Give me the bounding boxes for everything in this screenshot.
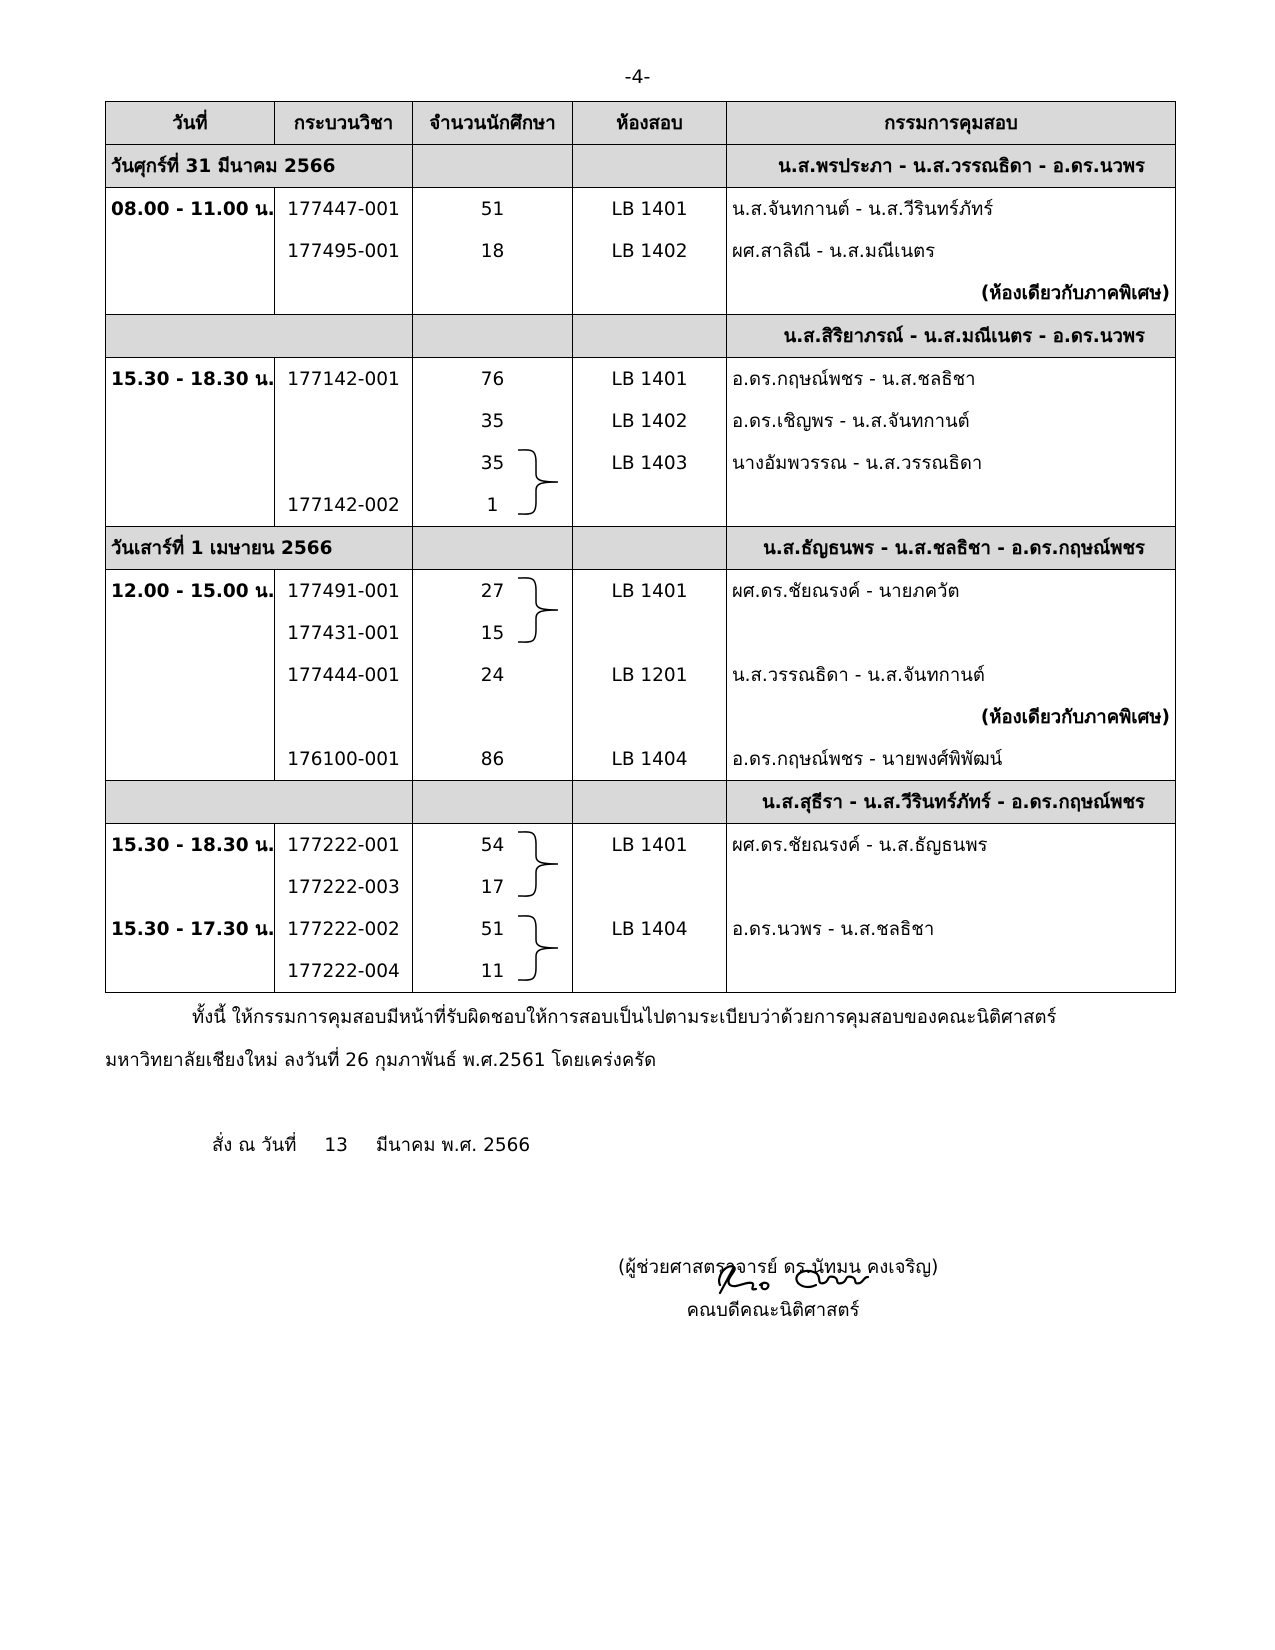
student-count bbox=[413, 950, 573, 993]
empty-cell bbox=[573, 272, 727, 315]
student-count-value: 86 bbox=[480, 748, 505, 770]
proctors: อ.ดร.นวพร - น.ส.ชลธิชา bbox=[727, 908, 1176, 950]
student-count-value: 51 bbox=[480, 198, 505, 220]
exam-time bbox=[106, 612, 275, 654]
proctors: อ.ดร.กฤษณ์พชร - นายพงศ์พิพัฒน์ bbox=[727, 738, 1176, 781]
proctors bbox=[727, 950, 1176, 993]
table-row bbox=[106, 230, 1176, 272]
day-committee: น.ส.สิริยาภรณ์ - น.ส.มณีเนตร - อ.ดร.นวพร bbox=[727, 315, 1176, 358]
regulation-paragraph-line1: ทั้งนี้ ให้กรรมการคุมสอบมีหน้าที่รับผิดชอบให้การสอบเป็นไปตามระเบียบว่าด้วยการคุมสอบของคณะนิติศาสตร์ bbox=[192, 1007, 1057, 1028]
empty-cell bbox=[573, 527, 727, 570]
table-row bbox=[106, 612, 1176, 654]
proctors: นางอัมพวรรณ - น.ส.วรรณธิดา bbox=[727, 442, 1176, 484]
order-date bbox=[212, 1131, 530, 1160]
signer-name: (ผู้ช่วยศาสตราจารย์ ดร.นัทมน คงเจริญ) bbox=[618, 1257, 939, 1278]
course-code: 177495-001 bbox=[275, 230, 413, 272]
student-count bbox=[413, 612, 573, 654]
exam-time bbox=[106, 950, 275, 993]
course-code: 177444-001 bbox=[275, 654, 413, 696]
table-row bbox=[106, 738, 1176, 781]
empty-cell bbox=[573, 781, 727, 824]
exam-time bbox=[106, 484, 275, 527]
exam-time bbox=[106, 230, 275, 272]
exam-room: LB 1201 bbox=[573, 654, 727, 696]
course-code: 177447-001 bbox=[275, 188, 413, 231]
course-code: 176100-001 bbox=[275, 738, 413, 781]
exam-room: LB 1401 bbox=[573, 824, 727, 867]
student-count bbox=[413, 484, 573, 527]
student-count bbox=[413, 866, 573, 908]
table-row bbox=[106, 866, 1176, 908]
table-row bbox=[106, 570, 1176, 613]
day-label bbox=[106, 781, 413, 824]
exam-room: LB 1403 bbox=[573, 442, 727, 484]
page-number: -4- bbox=[624, 66, 651, 88]
course-code: 177142-002 bbox=[275, 484, 413, 527]
student-count-value: 18 bbox=[480, 240, 505, 262]
empty-cell bbox=[573, 696, 727, 738]
proctors: ผศ.ดร.ชัยณรงค์ - นายภควัต bbox=[727, 570, 1176, 613]
table-row bbox=[106, 442, 1176, 484]
empty-cell bbox=[413, 315, 573, 358]
student-count bbox=[413, 400, 573, 442]
exam-time: 15.30 - 17.30 น. bbox=[106, 908, 275, 950]
day-committee: น.ส.สุธีรา - น.ส.วีรินทร์ภัทร์ - อ.ดร.กฤษณ์พชร bbox=[727, 781, 1176, 824]
empty-cell bbox=[573, 315, 727, 358]
exam-room bbox=[573, 950, 727, 993]
order-date-day: 13 bbox=[324, 1135, 348, 1156]
day-header-row bbox=[106, 527, 1176, 570]
exam-time: 08.00 - 11.00 น. bbox=[106, 188, 275, 231]
empty-cell bbox=[413, 145, 573, 188]
exam-time: 12.00 - 15.00 น. bbox=[106, 570, 275, 613]
note-row bbox=[106, 272, 1176, 315]
order-date-month-year: มีนาคม พ.ศ. 2566 bbox=[375, 1135, 531, 1156]
empty-cell bbox=[413, 781, 573, 824]
student-count bbox=[413, 654, 573, 696]
proctors: น.ส.จันทกานต์ - น.ส.วีรินทร์ภัทร์ bbox=[727, 188, 1176, 231]
exam-time bbox=[106, 866, 275, 908]
course-code: 177142-001 bbox=[275, 358, 413, 401]
student-count-value: 51 bbox=[480, 918, 505, 940]
day-label: วันศุกร์ที่ 31 มีนาคม 2566 bbox=[106, 145, 413, 188]
student-count-value: 35 bbox=[480, 410, 505, 432]
student-count-value: 17 bbox=[480, 876, 505, 898]
proctors: อ.ดร.กฤษณ์พชร - น.ส.ชลธิชา bbox=[727, 358, 1176, 401]
exam-room: LB 1402 bbox=[573, 400, 727, 442]
exam-time bbox=[106, 738, 275, 781]
signer-title: คณบดีคณะนิติศาสตร์ bbox=[686, 1300, 860, 1321]
day-header-row bbox=[106, 781, 1176, 824]
course-code: 177431-001 bbox=[275, 612, 413, 654]
day-label: วันเสาร์ที่ 1 เมษายน 2566 bbox=[106, 527, 413, 570]
table-row bbox=[106, 484, 1176, 527]
course-code: 177222-001 bbox=[275, 824, 413, 867]
exam-room bbox=[573, 866, 727, 908]
exam-room bbox=[573, 484, 727, 527]
day-committee: น.ส.ธัญธนพร - น.ส.ชลธิชา - อ.ดร.กฤษณ์พชร bbox=[727, 527, 1176, 570]
exam-room: LB 1404 bbox=[573, 738, 727, 781]
exam-room: LB 1401 bbox=[573, 188, 727, 231]
student-count bbox=[413, 442, 573, 484]
day-label bbox=[106, 315, 413, 358]
table-row bbox=[106, 824, 1176, 867]
student-count bbox=[413, 188, 573, 231]
proctors bbox=[727, 612, 1176, 654]
same-room-note: (ห้องเดียวกับภาคพิเศษ) bbox=[727, 272, 1176, 315]
student-count bbox=[413, 824, 573, 867]
course-code: 177222-003 bbox=[275, 866, 413, 908]
student-count bbox=[413, 908, 573, 950]
exam-room: LB 1402 bbox=[573, 230, 727, 272]
note-row bbox=[106, 696, 1176, 738]
exam-time bbox=[106, 400, 275, 442]
exam-room: LB 1401 bbox=[573, 570, 727, 613]
exam-time: 15.30 - 18.30 น. bbox=[106, 358, 275, 401]
regulation-paragraph-line2: มหาวิทยาลัยเชียงใหม่ ลงวันที่ 26 กุมภาพันธ์ พ.ศ.2561 โดยเคร่งครัด bbox=[105, 1050, 657, 1071]
empty-cell bbox=[275, 696, 413, 738]
proctors: ผศ.ดร.ชัยณรงค์ - น.ส.ธัญธนพร bbox=[727, 824, 1176, 867]
day-header-row bbox=[106, 145, 1176, 188]
course-code: 177491-001 bbox=[275, 570, 413, 613]
empty-cell bbox=[413, 272, 573, 315]
table-row bbox=[106, 654, 1176, 696]
proctors: ผศ.สาลิณี - น.ส.มณีเนตร bbox=[727, 230, 1176, 272]
course-code: 177222-002 bbox=[275, 908, 413, 950]
proctors: อ.ดร.เชิญพร - น.ส.จันทกานต์ bbox=[727, 400, 1176, 442]
empty-cell bbox=[275, 272, 413, 315]
student-count bbox=[413, 570, 573, 613]
empty-cell bbox=[573, 145, 727, 188]
exam-room: LB 1401 bbox=[573, 358, 727, 401]
table-row bbox=[106, 400, 1176, 442]
empty-cell bbox=[106, 696, 275, 738]
table-row bbox=[106, 188, 1176, 231]
table-header-row bbox=[106, 102, 1176, 145]
empty-cell bbox=[106, 272, 275, 315]
exam-schedule-table bbox=[105, 101, 1176, 993]
exam-time bbox=[106, 654, 275, 696]
day-committee: น.ส.พรประภา - น.ส.วรรณธิดา - อ.ดร.นวพร bbox=[727, 145, 1176, 188]
student-count bbox=[413, 738, 573, 781]
table-row bbox=[106, 950, 1176, 993]
course-code: 177222-004 bbox=[275, 950, 413, 993]
proctors bbox=[727, 484, 1176, 527]
proctors: น.ส.วรรณธิดา - น.ส.จันทกานต์ bbox=[727, 654, 1176, 696]
order-date-prefix: สั่ง ณ วันที่ bbox=[212, 1135, 297, 1156]
col-header-students: จำนวนนักศึกษา bbox=[413, 102, 573, 145]
student-count-value: 76 bbox=[480, 368, 505, 390]
empty-cell bbox=[413, 527, 573, 570]
course-code bbox=[275, 442, 413, 484]
student-count-value: 24 bbox=[480, 664, 505, 686]
exam-room bbox=[573, 612, 727, 654]
col-header-room: ห้องสอบ bbox=[573, 102, 727, 145]
col-header-date: วันที่ bbox=[106, 102, 275, 145]
exam-time bbox=[106, 442, 275, 484]
student-count-value: 27 bbox=[480, 580, 505, 602]
table-row bbox=[106, 908, 1176, 950]
course-code bbox=[275, 400, 413, 442]
table-row bbox=[106, 358, 1176, 401]
student-count bbox=[413, 358, 573, 401]
student-count-value: 1 bbox=[486, 494, 499, 516]
same-room-note: (ห้องเดียวกับภาคพิเศษ) bbox=[727, 696, 1176, 738]
exam-room: LB 1404 bbox=[573, 908, 727, 950]
student-count-value: 11 bbox=[480, 960, 505, 982]
student-count-value: 15 bbox=[480, 622, 505, 644]
exam-time: 15.30 - 18.30 น. bbox=[106, 824, 275, 867]
empty-cell bbox=[413, 696, 573, 738]
day-header-row bbox=[106, 315, 1176, 358]
student-count-value: 54 bbox=[480, 834, 505, 856]
student-count-value: 35 bbox=[480, 452, 505, 474]
student-count bbox=[413, 230, 573, 272]
col-header-course: กระบวนวิชา bbox=[275, 102, 413, 145]
col-header-committee: กรรมการคุมสอบ bbox=[727, 102, 1176, 145]
proctors bbox=[727, 866, 1176, 908]
